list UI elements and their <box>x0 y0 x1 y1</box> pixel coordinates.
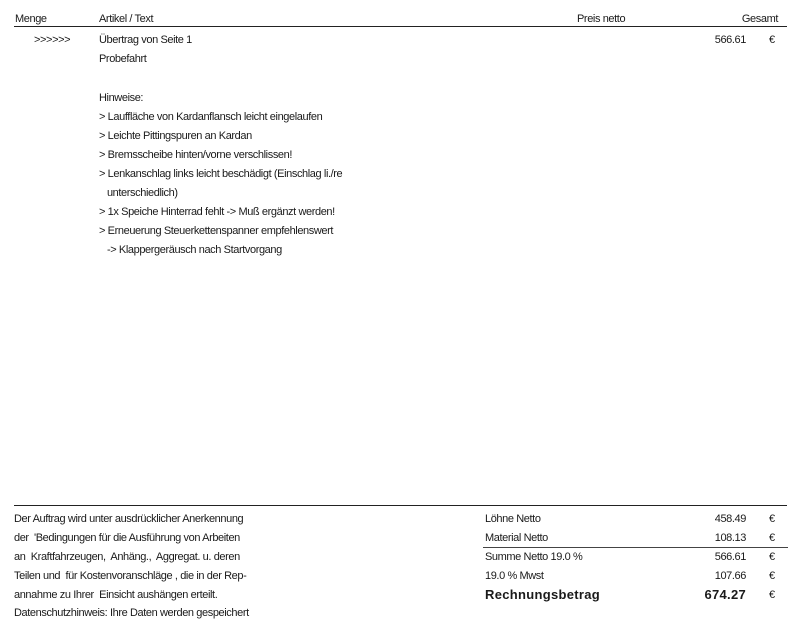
terms-line: der 'Bedingungen für die Ausführung von Arbeiten <box>14 532 240 544</box>
net-sum-value: 566.61 <box>714 551 746 563</box>
body-line: > Bremsscheibe hinten/vorne verschlissen! <box>99 149 293 161</box>
vat-value: 107.66 <box>714 570 746 582</box>
header-divider <box>14 26 787 27</box>
body-line: -> Klappergeräusch nach Startvorgang <box>99 244 282 256</box>
terms-line: Der Auftrag wird unter ausdrücklicher Anerkennung <box>14 513 244 525</box>
invoice-total-label: Rechnungsbetrag <box>485 587 601 602</box>
terms-line: Teilen und für Kostenvoranschläge , die in der Rep- <box>14 570 247 582</box>
labor-net-value: 458.49 <box>714 513 746 525</box>
header-price: Preis netto <box>577 13 626 25</box>
header-total: Gesamt <box>741 13 778 25</box>
material-net-currency: € <box>769 532 775 544</box>
header-article: Artikel / Text <box>99 13 154 25</box>
vat-label: 19.0 % Mwst <box>485 570 544 582</box>
vat-currency: € <box>769 570 775 582</box>
body-line: > 1x Speiche Hinterrad fehlt -> Muß ergänzt werden! <box>99 206 335 218</box>
invoice-total-currency: € <box>769 589 775 601</box>
terms-line: Datenschutzhinweis: Ihre Daten werden gespeichert <box>14 607 249 619</box>
labor-net-currency: € <box>769 513 775 525</box>
terms-line: an Kraftfahrzeugen, Anhäng., Aggregat. u. deren <box>14 551 240 563</box>
carry-amount: 566.61 <box>714 34 746 46</box>
body-line: Probefahrt <box>99 53 147 65</box>
body-line: > Leichte Pittingspuren an Kardan <box>99 130 252 142</box>
labor-net-label: Löhne Netto <box>485 513 541 525</box>
invoice-total-value: 674.27 <box>704 587 746 602</box>
notes-heading: Hinweise: <box>99 92 144 104</box>
body-line: > Erneuerung Steuerkettenspanner empfehlenswert <box>99 225 334 237</box>
carry-currency: € <box>769 34 775 46</box>
net-sum-label: Summe Netto 19.0 % <box>485 551 583 563</box>
terms-line: annahme zu Ihrer Einsicht aushängen erteilt. <box>14 589 218 601</box>
body-line: unterschiedlich) <box>99 187 178 199</box>
material-net-value: 108.13 <box>714 532 746 544</box>
body-line: > Lauffläche von Kardanflansch leicht eingelaufen <box>99 111 323 123</box>
subtotal-divider <box>483 547 788 548</box>
carry-marker: >>>>>> <box>34 34 71 46</box>
material-net-label: Material Netto <box>485 532 548 544</box>
footer-divider <box>14 505 787 506</box>
carry-text: Übertrag von Seite 1 <box>99 34 192 46</box>
net-sum-currency: € <box>769 551 775 563</box>
header-quantity: Menge <box>15 13 47 25</box>
body-line: > Lenkanschlag links leicht beschädigt (Einschlag li./re <box>99 168 343 180</box>
